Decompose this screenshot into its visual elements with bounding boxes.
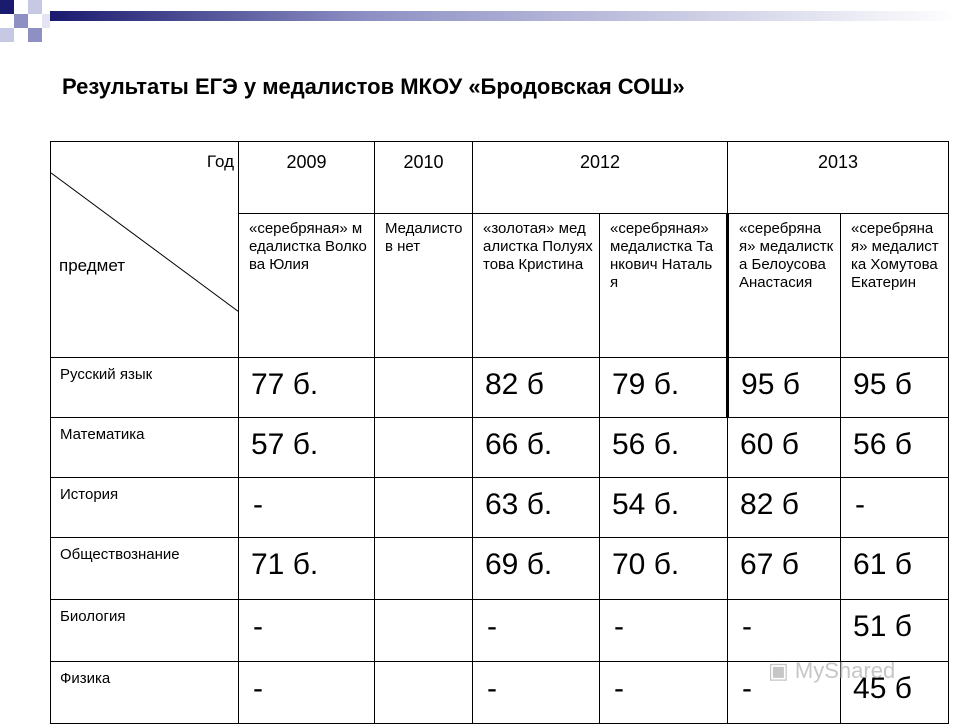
subject-cell: История (51, 478, 239, 538)
year-2010: 2010 (375, 142, 473, 214)
presentation-icon: ▣ (768, 658, 789, 683)
score-cell: - (239, 662, 375, 724)
score-cell: 45 б (841, 662, 949, 724)
subject-cell: Русский язык (51, 358, 239, 418)
medalist-cell: «серебряная» медалистка Белоусова Анастасия (728, 214, 841, 358)
score-cell: - (728, 662, 841, 724)
subject-cell: Биология (51, 600, 239, 662)
score-cell: - (239, 478, 375, 538)
score-cell: - (728, 600, 841, 662)
score-cell: 63 б. (473, 478, 600, 538)
score-cell: 51 б (841, 600, 949, 662)
year-header-row (51, 142, 949, 214)
score-cell: - (473, 662, 600, 724)
table-row (51, 538, 949, 600)
score-cell: 60 б (728, 418, 841, 478)
score-cell: 77 б. (239, 358, 375, 418)
medalist-cell: «серебряная» медалистка Танкович Наталья (600, 214, 728, 358)
diagonal-line (51, 142, 238, 357)
corner-header-cell (51, 142, 239, 358)
score-cell: - (239, 600, 375, 662)
score-cell: 70 б. (600, 538, 728, 600)
year-2013: 2013 (728, 142, 949, 214)
score-cell (375, 358, 473, 418)
score-cell: 71 б. (239, 538, 375, 600)
subject-cell: Обществознание (51, 538, 239, 600)
page-title: Результаты ЕГЭ у медалистов МКОУ «Бродовская СОШ» (62, 74, 685, 99)
score-cell (375, 662, 473, 724)
score-cell: 67 б (728, 538, 841, 600)
score-cell: 66 б. (473, 418, 600, 478)
watermark-text: MyShared (794, 658, 896, 683)
medalist-cell: Медалистов нет (375, 214, 473, 358)
score-cell: 56 б (841, 418, 949, 478)
score-cell: 61 б (841, 538, 949, 600)
score-cell: 95 б (841, 358, 949, 418)
score-cell: 56 б. (600, 418, 728, 478)
watermark (768, 658, 895, 684)
score-cell (375, 600, 473, 662)
score-cell (375, 418, 473, 478)
score-cell: 82 б (728, 478, 841, 538)
year-2012: 2012 (473, 142, 728, 214)
table-row (51, 478, 949, 538)
subject-axis-label: предмет (59, 256, 126, 275)
score-cell: 54 б. (600, 478, 728, 538)
score-cell: - (841, 478, 949, 538)
score-cell: 95 б (728, 358, 841, 418)
score-cell: 69 б. (473, 538, 600, 600)
medalist-cell: «серебряная» медалистка Хомутова Екатерин (841, 214, 949, 358)
table-row (51, 418, 949, 478)
score-cell: 82 б (473, 358, 600, 418)
medalist-cell: «серебряная» медалистка Волкова Юлия (239, 214, 375, 358)
score-cell: - (600, 662, 728, 724)
score-cell: 79 б. (600, 358, 728, 418)
table-row (51, 358, 949, 418)
score-cell (375, 478, 473, 538)
subject-cell: Физика (51, 662, 239, 724)
score-cell: - (600, 600, 728, 662)
results-table (50, 141, 949, 724)
subject-cell: Математика (51, 418, 239, 478)
score-cell (375, 538, 473, 600)
year-axis-label: Год (206, 152, 234, 171)
medalist-cell: «золотая» медалистка Полуяхтова Кристина (473, 214, 600, 358)
year-2009: 2009 (239, 142, 375, 214)
score-cell: - (473, 600, 600, 662)
table-row (51, 600, 949, 662)
score-cell: 57 б. (239, 418, 375, 478)
corner-decoration (0, 0, 960, 60)
